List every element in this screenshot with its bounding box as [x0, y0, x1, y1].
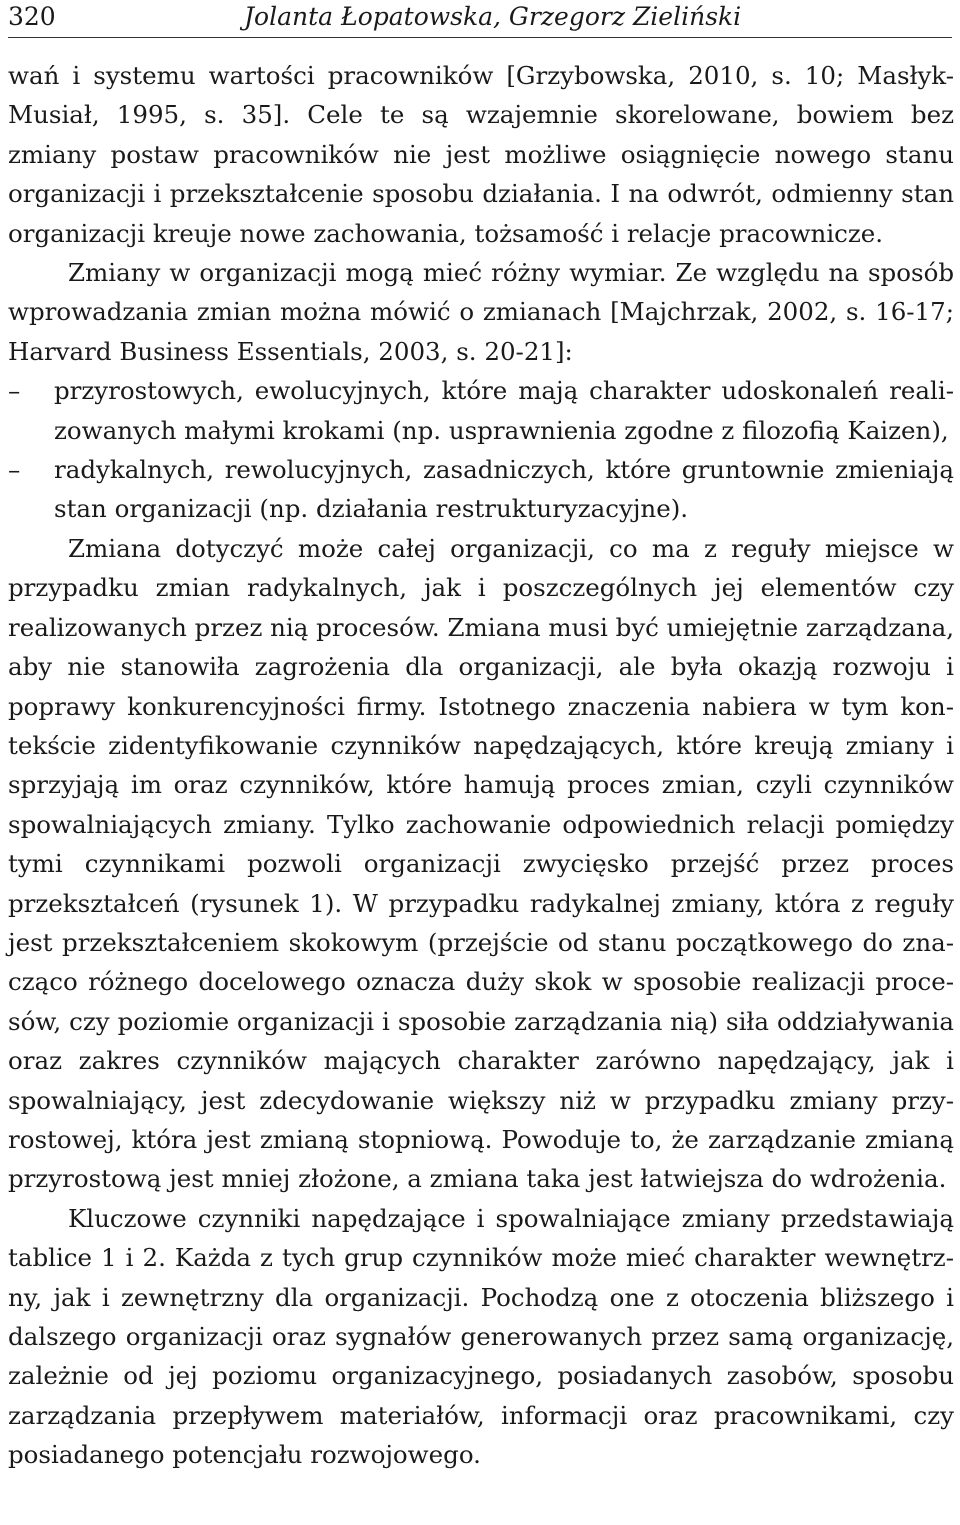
running-head-authors: Jolanta Łopatowska, Grzegorz Zieliński — [244, 2, 742, 31]
dash-bullet: – — [8, 376, 21, 406]
list-item-text: radykalnych, rewolucyjnych, zasadniczych, które gruntownie zmieniają stan organizacji (np. działania restrukturyzacyjne). — [54, 455, 954, 524]
paragraph-2: Zmiany w organizacji mogą mieć różny wymiar. Ze względu na sposób wprowadzania zmian można mówić o zmianach [Majchrzak, 2002, s. 16-17; Harvard Business Essentials, 2003, s. 20-21]: — [8, 258, 954, 366]
list-item-incremental — [8, 371, 954, 450]
dash-bullet: – — [8, 455, 21, 485]
paragraph-3: Zmiana dotyczyć może całej organizacji, co ma z reguły miejsce w przypadku zmian radykalnych, jak i poszczególnych jej elementów czy realizowanych przez nią procesów. Zmiana musi być umiejętnie zarządzana, aby nie stanowiła zagrożenia dla organizacji, ale była okazją rozwoju i poprawy konkurencyjności firmy. Istotnego znaczenia nabiera w tym kontekście zidentyfikowanie czynników napędzających, które kreują zmiany i sprzyjają im oraz czynników, które hamują proces zmian, czyli czynników spowalniających zmiany. Tylko zachowanie odpowiednich relacji pomiędzy tymi czynnikami pozwoli organizacji zwycięsko przejść przez proces przekształceń (rysunek 1). W przypadku radykalnej zmiany, która z reguły jest przekształceniem skokowym (przejście od stanu początkowego do znacząco różnego docelowego oznacza duży skok w sposobie realizacji procesów, czy poziomie organizacji i sposobie zarządzania nią) siła oddziaływania oraz zakres czynników mających charakter zarówno napędzający, jak i spowalniający, jest zdecydowanie większy niż w przypadku zmiany przyrostowej, która jest zmianą stopniową. Powoduje to, że zarządzanie zmianą przyrostową jest mniej złożone, a zmiana taka jest łatwiejsza do wdrożenia. — [8, 533, 954, 1194]
body-text — [8, 56, 954, 1475]
paragraph-4: Kluczowe czynniki napędzające i spowalniające zmiany przedstawiają tablice 1 i 2. Każda z tych grup czynników może mieć charakter wewnętrzny, jak i zewnętrzny dla organizacji. Pochodzą one z otoczenia bliższego i dalszego organizacji oraz sygnałów generowanych przez samą organizację, zależnie od jej poziomu organizacyjnego, posiadanych zasobów, sposobu zarządzania przepływem materiałów, informacji oraz pracownikami, czy posiadanego potencjału rozwojowego. — [8, 1203, 954, 1470]
paragraph-1: wań i systemu wartości pracowników [Grzybowska, 2010, s. 10; Masłyk-Musiał, 1995, s. 35]. Cele te są wzajemnie skorelowane, bowiem bez zmiany postaw pracowników nie jest możliwe osiągnięcie nowego stanu organizacji i przekształcenie sposobu działania. I na odwrót, odmienny stan organizacji kreuje nowe zachowania, tożsamość i relacje pracownicze. — [8, 61, 954, 248]
list-item-radical — [8, 450, 954, 529]
page-number: 320 — [8, 2, 56, 31]
page-header — [8, 0, 952, 38]
list-item-text: przyrostowych, ewolucyjnych, które mają charakter udoskonaleń realizowanych małymi krokami (np. usprawnienia zgodne z filozofią Kaizen), — [54, 376, 954, 445]
change-types-list — [8, 371, 954, 529]
